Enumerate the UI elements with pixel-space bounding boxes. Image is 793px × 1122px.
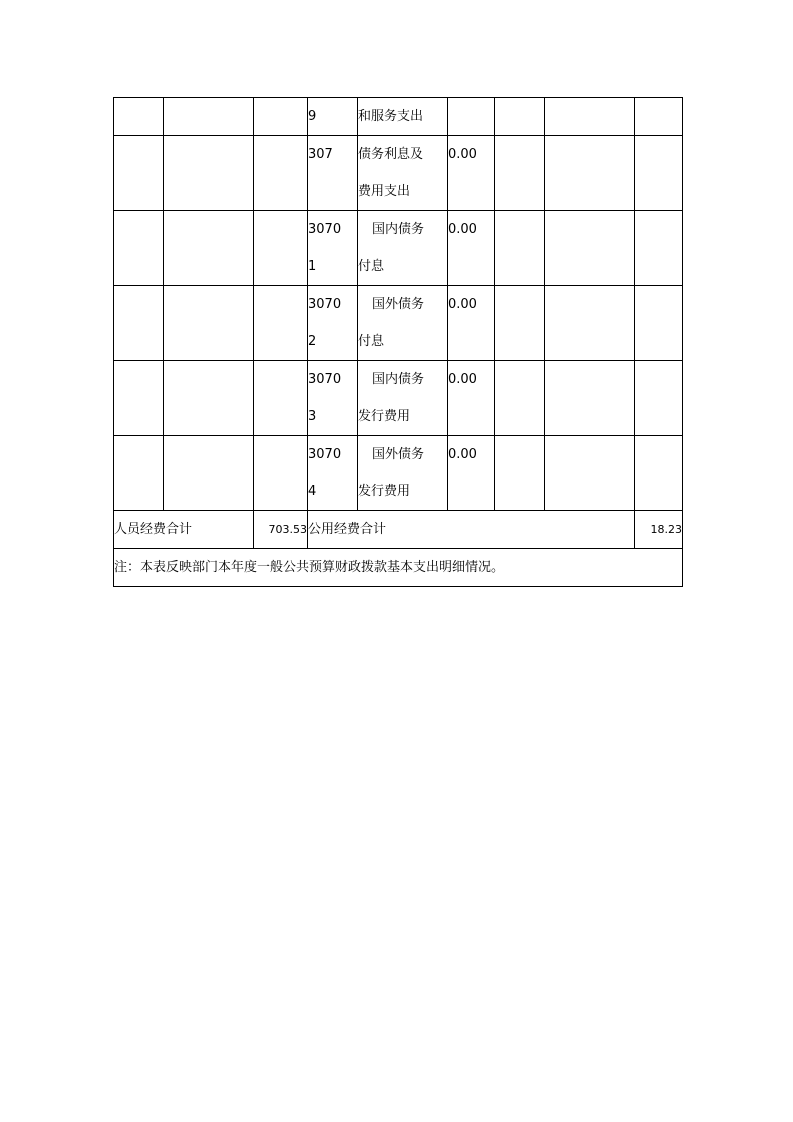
public-total-value: 18.23 (635, 511, 683, 549)
amount-cell (448, 98, 495, 136)
note-row (114, 549, 683, 587)
table-row (114, 211, 683, 286)
econ-name-cell: 国内债务 付息 (358, 211, 448, 286)
table-row (114, 436, 683, 511)
econ-code-cell: 3070 1 (308, 211, 358, 286)
table-note: 注：本表反映部门本年度一般公共预算财政拨款基本支出明细情况。 (114, 549, 683, 587)
personnel-total-label: 人员经费合计 (114, 511, 254, 549)
table-row (114, 361, 683, 436)
amount-cell: 0.00 (448, 136, 495, 211)
econ-name-cell: 债务利息及 费用支出 (358, 136, 448, 211)
totals-row (114, 511, 683, 549)
amount-cell: 0.00 (448, 436, 495, 511)
table-row (114, 98, 683, 136)
public-total-label: 公用经费合计 (308, 511, 635, 549)
table-row (114, 136, 683, 211)
econ-name-cell: 和服务支出 (358, 98, 448, 136)
econ-code-cell: 3070 4 (308, 436, 358, 511)
personnel-total-value: 703.53 (254, 511, 308, 549)
econ-code-cell: 307 (308, 136, 358, 211)
econ-name-cell: 国外债务 发行费用 (358, 436, 448, 511)
econ-code-cell: 3070 2 (308, 286, 358, 361)
econ-code-cell: 9 (308, 98, 358, 136)
econ-name-cell: 国内债务 发行费用 (358, 361, 448, 436)
table-row (114, 286, 683, 361)
basic-expenditure-table (113, 97, 683, 587)
amount-cell: 0.00 (448, 286, 495, 361)
amount-cell: 0.00 (448, 361, 495, 436)
econ-code-cell: 3070 3 (308, 361, 358, 436)
econ-name-cell: 国外债务 付息 (358, 286, 448, 361)
amount-cell: 0.00 (448, 211, 495, 286)
